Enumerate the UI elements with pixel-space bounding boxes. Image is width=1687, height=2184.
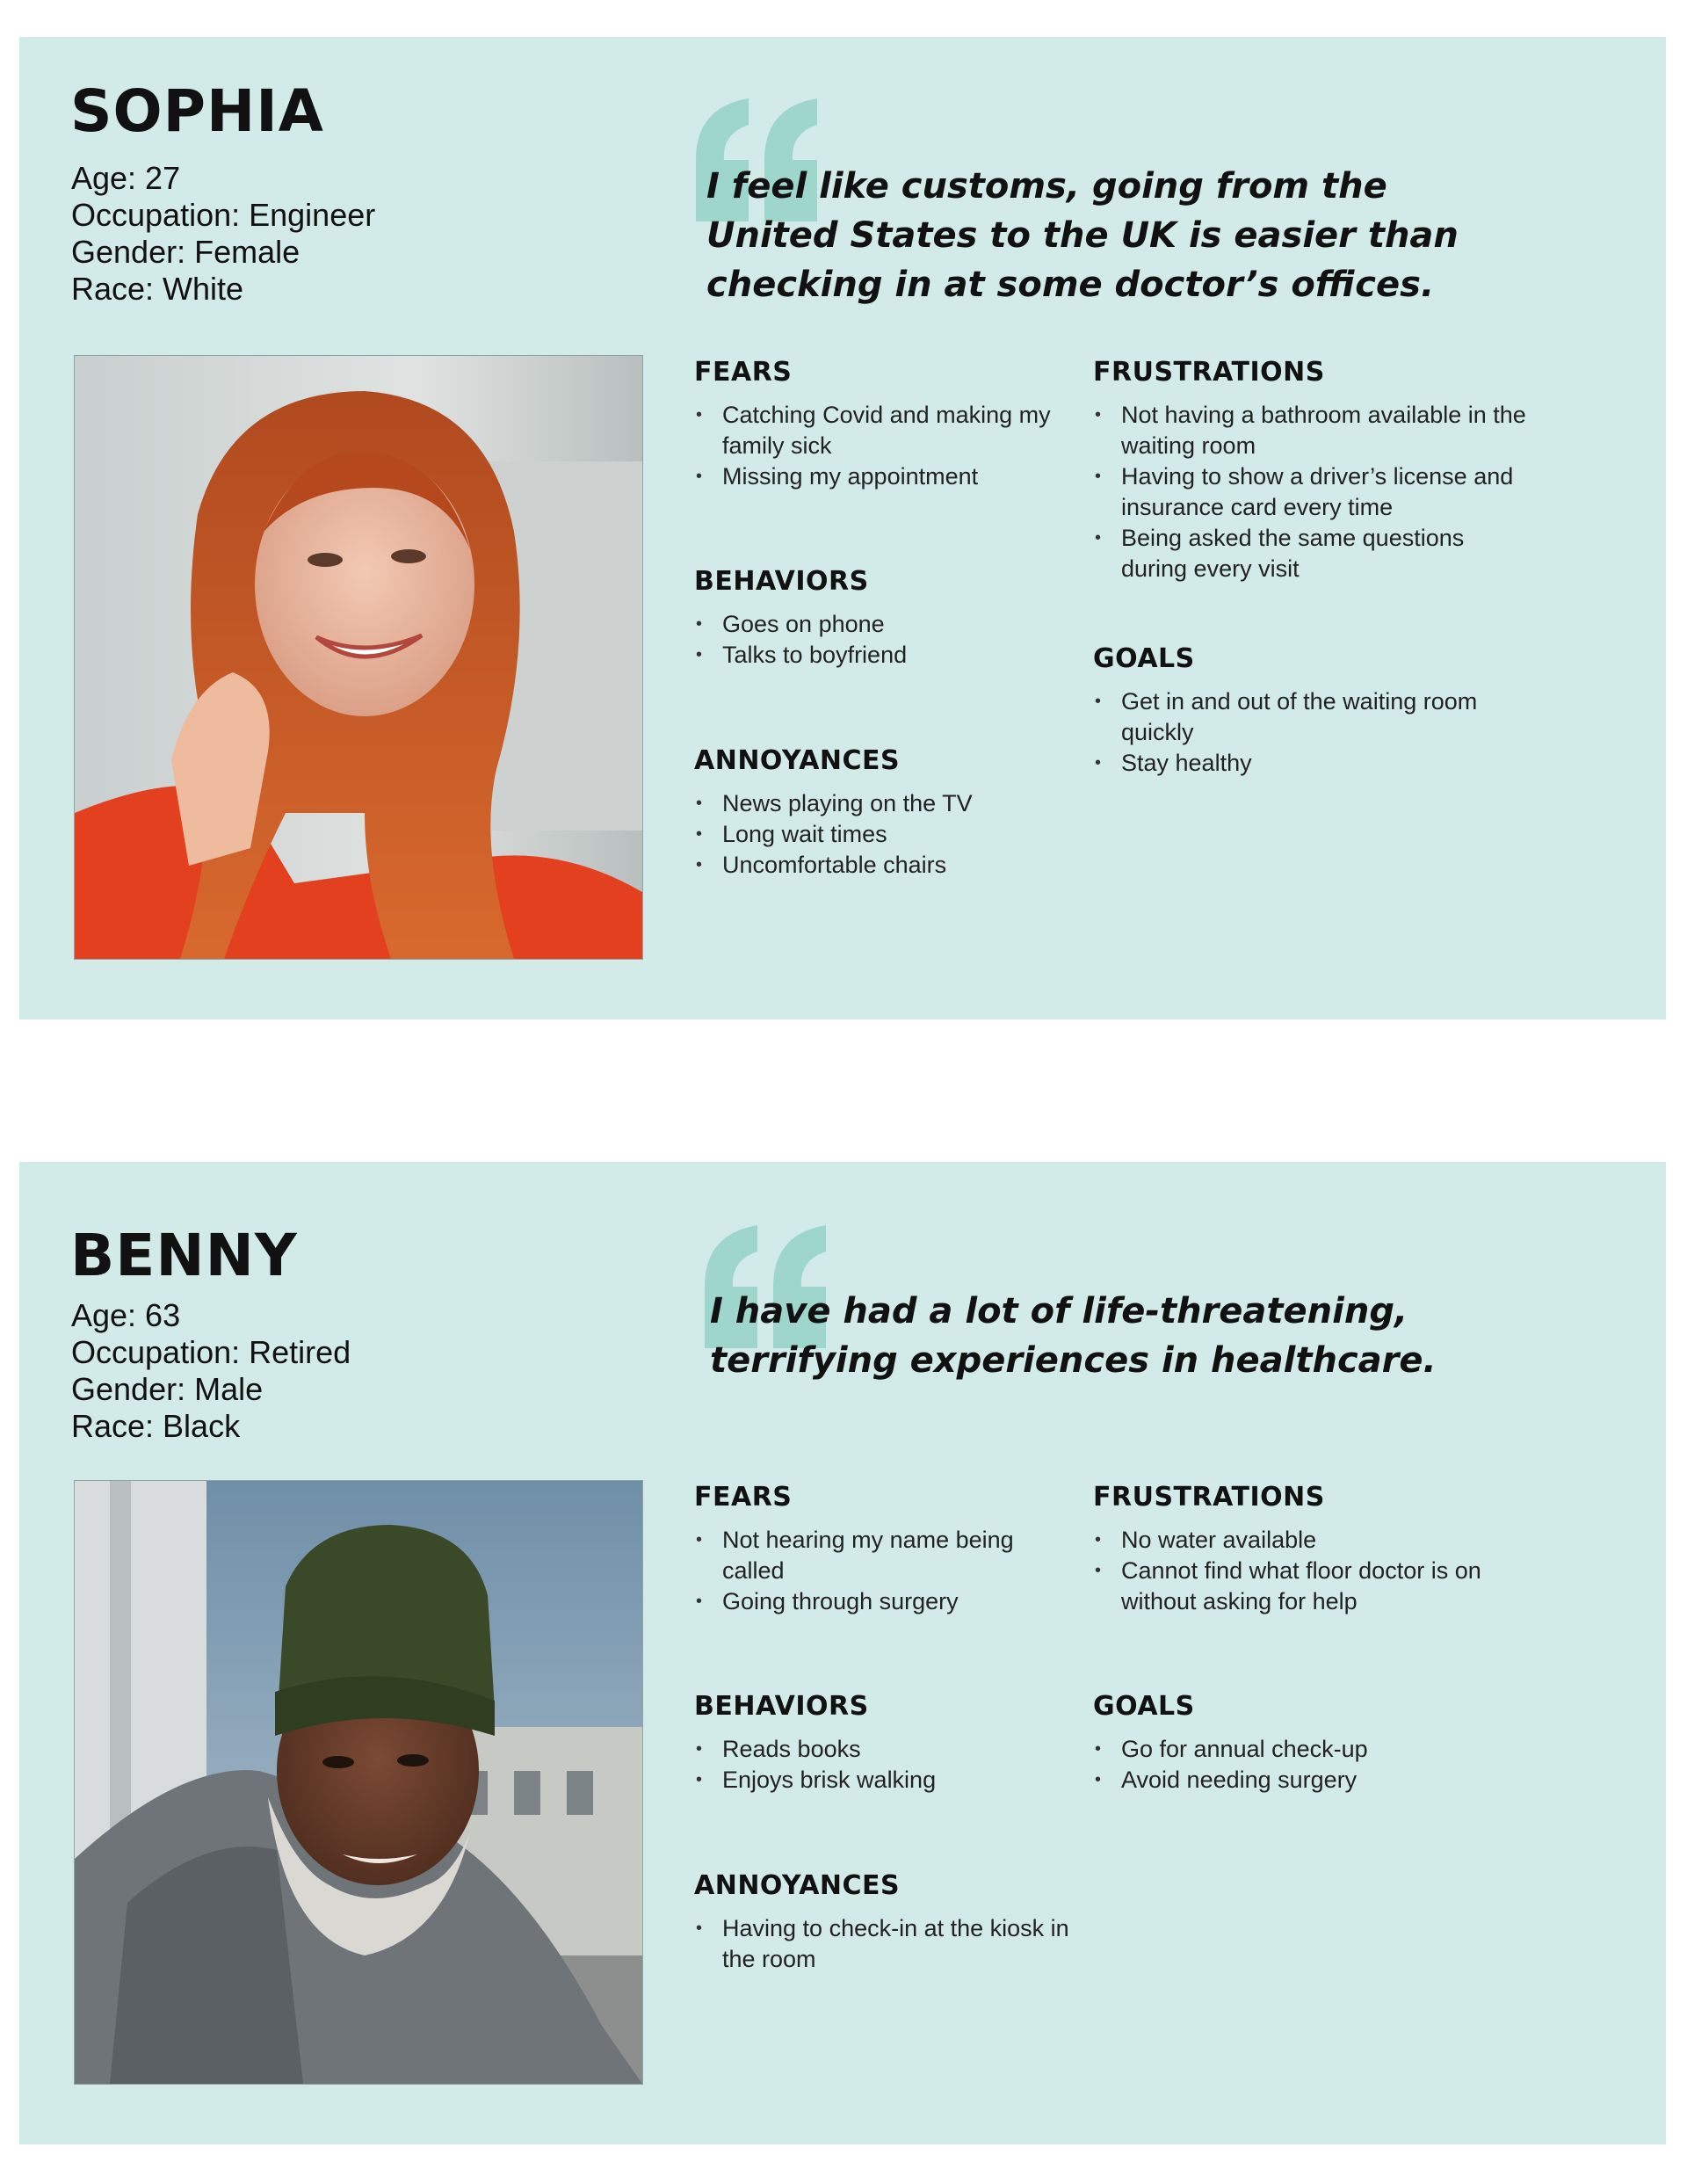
goals-section bbox=[1093, 1691, 1532, 1796]
persona-gender: Gender: Male bbox=[71, 1371, 264, 1407]
fears-item: • Catching Covid and making my family sick bbox=[694, 400, 1081, 461]
frustrations-section bbox=[1093, 1482, 1532, 1617]
behaviors-title: BEHAVIORS bbox=[694, 1691, 869, 1722]
frustrations-item: • Cannot find what floor doctor is on without asking for help bbox=[1093, 1556, 1532, 1617]
annoyances-section bbox=[694, 1870, 1081, 1975]
persona-quote: I feel like customs, going from the United States to the UK is easier than checking in at some doctor’s offices. bbox=[706, 166, 1459, 305]
persona-info bbox=[71, 1297, 351, 1445]
behaviors-list bbox=[694, 609, 1081, 671]
goals-list bbox=[1093, 686, 1532, 779]
goals-section bbox=[1093, 643, 1532, 779]
persona-occupation: Occupation: Engineer bbox=[71, 197, 376, 233]
persona-card-benny bbox=[19, 1162, 1666, 2144]
persona-age: Age: 63 bbox=[71, 1297, 181, 1333]
fears-title: FEARS bbox=[694, 1482, 793, 1513]
behaviors-item: • Goes on phone bbox=[694, 609, 1081, 640]
persona-name: SOPHIA bbox=[70, 77, 324, 145]
fears-item: • Missing my appointment bbox=[694, 461, 1081, 492]
persona-quote: I have had a lot of life-threatening, terrifying experiences in healthcare. bbox=[710, 1291, 1437, 1381]
frustrations-title: FRUSTRATIONS bbox=[1093, 357, 1325, 388]
goals-item: • Avoid needing surgery bbox=[1093, 1765, 1532, 1796]
annoyances-item: • News playing on the TV bbox=[694, 788, 1081, 819]
frustrations-section bbox=[1093, 357, 1532, 584]
frustrations-list bbox=[1093, 400, 1532, 584]
goals-list bbox=[1093, 1734, 1532, 1796]
frustrations-title: FRUSTRATIONS bbox=[1093, 1482, 1325, 1513]
frustrations-item: • No water available bbox=[1093, 1525, 1532, 1556]
photo-woman-red-hair bbox=[75, 356, 642, 959]
annoyances-section bbox=[694, 745, 1081, 881]
photo-man-beanie bbox=[75, 1481, 642, 2084]
goals-title: GOALS bbox=[1093, 643, 1195, 674]
goals-item: • Go for annual check-up bbox=[1093, 1734, 1532, 1765]
persona-photo bbox=[74, 1480, 643, 2085]
goals-title: GOALS bbox=[1093, 1691, 1195, 1722]
annoyances-title: ANNOYANCES bbox=[694, 1870, 901, 1901]
goals-item: • Stay healthy bbox=[1093, 748, 1532, 779]
fears-title: FEARS bbox=[694, 357, 793, 388]
persona-race: Race: Black bbox=[71, 1408, 241, 1444]
annoyances-title: ANNOYANCES bbox=[694, 745, 901, 776]
behaviors-title: BEHAVIORS bbox=[694, 566, 869, 597]
annoyances-list bbox=[694, 788, 1081, 881]
persona-photo bbox=[74, 355, 643, 960]
fears-section bbox=[694, 357, 1081, 492]
fears-section bbox=[694, 1482, 1081, 1617]
behaviors-item: • Reads books bbox=[694, 1734, 1081, 1765]
annoyances-item: • Having to check-in at the kiosk in the room bbox=[694, 1913, 1081, 1975]
behaviors-list bbox=[694, 1734, 1081, 1796]
annoyances-item: • Long wait times bbox=[694, 819, 1081, 850]
fears-list bbox=[694, 400, 1081, 492]
goals-item: • Get in and out of the waiting room quickly bbox=[1093, 686, 1532, 748]
frustrations-item: • Being asked the same questions during every visit bbox=[1093, 523, 1532, 584]
persona-card-sophia bbox=[19, 37, 1666, 1019]
annoyances-list bbox=[694, 1913, 1081, 1975]
persona-gender: Gender: Female bbox=[71, 234, 300, 270]
behaviors-section bbox=[694, 566, 1081, 671]
frustrations-item: • Not having a bathroom available in the waiting room bbox=[1093, 400, 1532, 461]
frustrations-item: • Having to show a driver’s license and insurance card every time bbox=[1093, 461, 1532, 523]
persona-race: Race: White bbox=[71, 271, 244, 307]
behaviors-item: • Enjoys brisk walking bbox=[694, 1765, 1081, 1796]
fears-item: • Not hearing my name being called bbox=[694, 1525, 1081, 1586]
frustrations-list bbox=[1093, 1525, 1532, 1617]
persona-occupation: Occupation: Retired bbox=[71, 1334, 351, 1370]
persona-name: BENNY bbox=[70, 1222, 298, 1289]
fears-item: • Going through surgery bbox=[694, 1586, 1081, 1617]
behaviors-item: • Talks to boyfriend bbox=[694, 640, 1081, 671]
behaviors-section bbox=[694, 1691, 1081, 1796]
fears-list bbox=[694, 1525, 1081, 1617]
annoyances-item: • Uncomfortable chairs bbox=[694, 850, 1081, 881]
persona-age: Age: 27 bbox=[71, 160, 181, 196]
persona-info bbox=[71, 160, 375, 308]
